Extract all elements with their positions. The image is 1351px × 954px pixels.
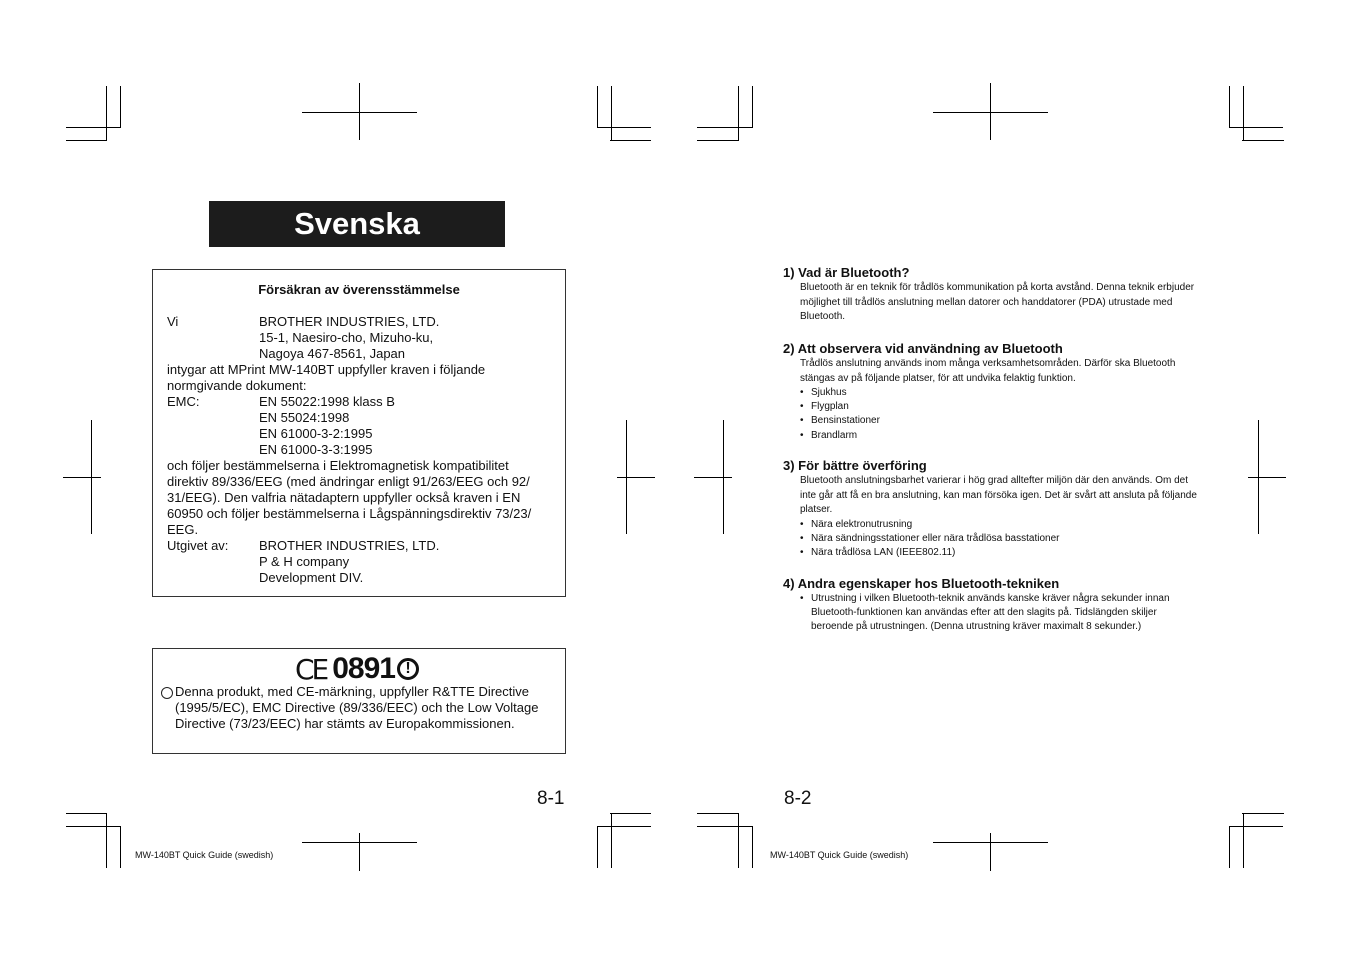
bullet-list-wrapper xyxy=(800,386,1203,443)
ce-mark-logo xyxy=(295,651,419,687)
declaration-row-label: EEG. xyxy=(167,522,199,537)
bullet-list xyxy=(800,518,1203,561)
declaration-row-value: Nagoya 467-8561, Japan xyxy=(259,346,406,361)
page-number-left: 8-1 xyxy=(537,788,565,809)
bullet-list xyxy=(800,386,1203,443)
declaration-row-label: 31/EEG). Den valfria nätadaptern uppfyller också kraven i EN xyxy=(167,490,521,505)
section-title: Svenska xyxy=(294,206,420,241)
declaration-row-value: BROTHER INDUSTRIES, LTD. xyxy=(259,538,440,553)
bullet-list-wrapper xyxy=(800,592,1200,635)
declaration-row-label: normgivande dokument: xyxy=(167,378,307,393)
section-heading: 3) För bättre överföring xyxy=(783,458,927,473)
section-body: Bluetooth anslutningsbarhet varierar i hög grad alltefter miljön där den används. Om det inte går att få en bra anslutning, kan man försöka igen. Det är svårt att ansluta på följande platser. xyxy=(800,475,1197,515)
declaration-row-label: EMC: xyxy=(167,394,200,409)
list-item: • Flygplan xyxy=(800,400,1203,414)
declaration-row-value: EN 55022:1998 klass B xyxy=(259,394,395,409)
alert-icon: ! xyxy=(397,658,419,680)
declaration-row-label: 60950 och följer bestämmelserna i Lågspänningsdirektiv 73/23/ xyxy=(167,506,532,521)
list-item: • Utrustning i vilken Bluetooth-teknik används kanske kräver några sekunder innan Bluetooth-funktionen kan användas efter att den slagits på. Tidslängden skiljer beroende på utrustningen. (Denna utrustning kräver maximalt 8 sekunder.) xyxy=(800,592,1200,635)
section-heading: 1) Vad är Bluetooth? xyxy=(783,265,910,280)
section-body: Bluetooth är en teknik för trådlös kommunikation på korta avstånd. Denna teknik erbjuder möjlighet till trådlös anslutning mellan datorer och handdatorer (PDA) utrustade med Bluetooth. xyxy=(800,282,1195,322)
info-section xyxy=(783,265,1203,325)
list-item: • Brandlarm xyxy=(800,429,1203,443)
declaration-row-value: EN 55024:1998 xyxy=(259,410,350,425)
info-section xyxy=(783,458,1203,560)
declaration-row-label: intygar att MPrint MW-140BT uppfyller kraven i följande xyxy=(167,362,486,377)
declaration-row-value: EN 61000-3-3:1995 xyxy=(259,442,373,457)
info-section xyxy=(783,341,1203,443)
ce-notice-text: Denna produkt, med CE-märkning, uppfyller R&TTE Directive (1995/5/EC), EMC Directive (89/336/EEC) och the Low Voltage Directive (73/23/EEC) har stämts av Europakommissionen. xyxy=(175,684,539,731)
list-item: • Nära elektronutrusning xyxy=(800,518,1203,532)
footer-left: MW-140BT Quick Guide (swedish) xyxy=(135,850,274,860)
declaration-heading: Försäkran av överensstämmelse xyxy=(258,282,460,297)
footer-right: MW-140BT Quick Guide (swedish) xyxy=(770,850,909,860)
declaration-box xyxy=(152,269,566,597)
declaration-row-value: Development DIV. xyxy=(259,570,364,585)
declaration-row-value: 15-1, Naesiro-cho, Mizuho-ku, xyxy=(259,330,434,345)
section-heading: 2) Att observera vid användning av Bluetooth xyxy=(783,341,1063,356)
section-body: Trådlös anslutning används inom många verksamhetsområden. Därför ska Bluetooth stängas av på följande platser, för att undvika felaktig funktion. xyxy=(800,358,1176,384)
ce-notice-box xyxy=(152,648,566,754)
list-item: • Bensinstationer xyxy=(800,414,1203,428)
page-number-right: 8-2 xyxy=(784,788,812,809)
declaration-row-label: och följer bestämmelserna i Elektromagnetisk kompatibilitet xyxy=(167,458,509,473)
list-item: • Nära trådlösa LAN (IEEE802.11) xyxy=(800,546,1203,560)
declaration-row-value: BROTHER INDUSTRIES, LTD. xyxy=(259,314,440,329)
ce-mark: CE xyxy=(295,652,327,686)
notified-body-number: 0891 xyxy=(332,652,395,685)
section-heading: 4) Andra egenskaper hos Bluetooth-tekniken xyxy=(783,576,1060,591)
declaration-row-value: P & H company xyxy=(259,554,350,569)
declaration-row-label: direktiv 89/336/EEG (med ändringar enligt 91/263/EEG och 92/ xyxy=(167,474,530,489)
list-item: • Nära sändningsstationer eller nära trådlösa basstationer xyxy=(800,532,1203,546)
section-title-bar xyxy=(209,201,505,247)
declaration-row-value: EN 61000-3-2:1995 xyxy=(259,426,373,441)
info-section xyxy=(783,576,1203,635)
declaration-row-label: Vi xyxy=(167,314,179,329)
bullet-list-wrapper xyxy=(800,518,1203,561)
list-item: • Sjukhus xyxy=(800,386,1203,400)
bullet-list xyxy=(800,592,1200,635)
circle-bullet-icon xyxy=(161,687,173,699)
declaration-row-label: Utgivet av: xyxy=(167,538,229,553)
